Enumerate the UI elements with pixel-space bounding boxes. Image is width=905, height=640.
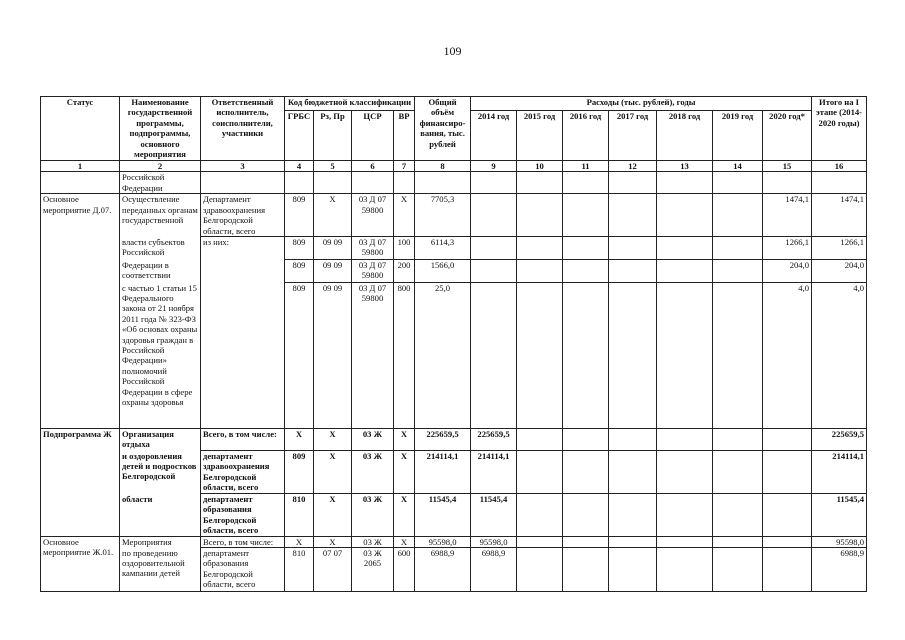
responsible-cell: департамент образования Белгородской области, всего bbox=[201, 548, 285, 592]
responsible-cell: из них: bbox=[201, 237, 285, 429]
column-number: 9 bbox=[471, 161, 517, 172]
header-grbs: ГРБС bbox=[285, 111, 314, 161]
page-number: 109 bbox=[443, 44, 462, 58]
table-row: Основное мероприятие Д.07. Осуществление переданных органам государственной Департамент здравоохранения Белгородской области, всего 809 Х 03 Д 07 59800 Х 7705,3 1474,1 1474,1 bbox=[41, 194, 867, 237]
table-row: Основное мероприятие Ж.01. Мероприятия Всего, в том числе: Х Х 03 Ж Х 95598,0 95598,0 95598,0 bbox=[41, 536, 867, 547]
name-cell: Российской Федерации bbox=[120, 172, 201, 194]
column-number: 13 bbox=[657, 161, 713, 172]
column-number: 10 bbox=[517, 161, 563, 172]
status-cell: Основное мероприятие Ж.01. bbox=[41, 536, 120, 591]
responsible-cell: департамент здравоохранения Белгородской области, всего bbox=[201, 451, 285, 494]
status-cell: Основное мероприятие Д.07. bbox=[41, 194, 120, 429]
name-cell: власти субъектов Российской bbox=[120, 237, 201, 260]
name-cell: Организация отдыха bbox=[120, 429, 201, 451]
header-2020: 2020 год* bbox=[763, 111, 812, 161]
name-cell: с частью 1 статьи 15 Федерального закона от 21 ноября 2011 года № 323-ФЗ «Об основах охраны здоровья граждан в Российской Федерации» полномочий Российской Федерации в сфере охраны здоровья bbox=[120, 283, 201, 429]
header-2016: 2016 год bbox=[563, 111, 609, 161]
responsible-cell: Всего, в том числе: bbox=[201, 429, 285, 451]
header-expenses: Расходы (тыс. рублей), годы bbox=[471, 97, 812, 111]
header-2014: 2014 год bbox=[471, 111, 517, 161]
header-2017: 2017 год bbox=[609, 111, 657, 161]
header-stage-total: Итого на I этапе (2014-2020 годы) bbox=[812, 97, 867, 161]
budget-table bbox=[40, 96, 867, 592]
responsible-cell: Департамент здравоохранения Белгородской области, всего bbox=[201, 194, 285, 237]
header-2019: 2019 год bbox=[713, 111, 763, 161]
column-number: 5 bbox=[314, 161, 352, 172]
table-row bbox=[41, 172, 867, 194]
header-vr: ВР bbox=[394, 111, 415, 161]
column-number: 8 bbox=[415, 161, 471, 172]
column-number: 14 bbox=[713, 161, 763, 172]
responsible-cell: Всего, в том числе: bbox=[201, 536, 285, 547]
name-cell: области bbox=[120, 494, 201, 537]
header-total: Общий объём финансиро-вания, тыс. рублей bbox=[415, 97, 471, 161]
column-number: 16 bbox=[812, 161, 867, 172]
column-number: 12 bbox=[609, 161, 657, 172]
column-number: 15 bbox=[763, 161, 812, 172]
column-number: 11 bbox=[563, 161, 609, 172]
name-cell: Федерации в соответствии bbox=[120, 260, 201, 283]
column-number: 3 bbox=[201, 161, 285, 172]
header-responsible: Ответственный исполнитель, соисполнители, участники bbox=[201, 97, 285, 161]
header-rzpr: Рз, Пр bbox=[314, 111, 352, 161]
header-budget-code: Код бюджетной классификации bbox=[285, 97, 415, 111]
table-row: по проведению оздоровительной кампании детей департамент образования Белгородской области, всего 810 07 07 03 Ж 2065 600 6988,9 6988,9 6988,9 bbox=[41, 548, 867, 592]
responsible-cell: департамент образования Белгородской области, всего bbox=[201, 494, 285, 537]
name-cell: по проведению оздоровительной кампании детей bbox=[120, 548, 201, 592]
table-row: Федерации в соответствии 809 09 09 03 Д 07 59800 200 1566,0 204,0 204,0 bbox=[41, 260, 867, 283]
header-2018: 2018 год bbox=[657, 111, 713, 161]
column-number: 6 bbox=[352, 161, 394, 172]
column-number: 7 bbox=[394, 161, 415, 172]
column-number: 4 bbox=[285, 161, 314, 172]
column-number: 1 bbox=[41, 161, 120, 172]
header-status: Статус bbox=[41, 97, 120, 161]
table-row: с частью 1 статьи 15 Федерального закона от 21 ноября 2011 года № 323-ФЗ «Об основах охраны здоровья граждан в Российской Федерации» полномочий Российской Федерации в сфере охраны здоровья 809 09 09 03 Д 07 59800 800 25,0 4,0 4,0 bbox=[41, 283, 867, 429]
column-numbers-row bbox=[41, 161, 867, 172]
column-number: 2 bbox=[120, 161, 201, 172]
table-row: власти субъектов Российской из них: 809 09 09 03 Д 07 59800 100 6114,3 1266,1 1266,1 bbox=[41, 237, 867, 260]
header-name: Наименование государственной программы, подпрограммы, основного мероприятия bbox=[120, 97, 201, 161]
table-row: области департамент образования Белгородской области, всего 810 Х 03 Ж Х 11545,4 11545,4 11545,4 bbox=[41, 494, 867, 537]
name-cell: Осуществление переданных органам государственной bbox=[120, 194, 201, 237]
name-cell: и оздоровления детей и подростков Белгородской bbox=[120, 451, 201, 494]
table-row: и оздоровления детей и подростков Белгородской департамент здравоохранения Белгородской области, всего 809 Х 03 Ж Х 214114,1 214114,1 214114,1 bbox=[41, 451, 867, 494]
table-row: Подпрограмма Ж Организация отдыха Всего, в том числе: Х Х 03 Ж Х 225659,5 225659,5 225659,5 bbox=[41, 429, 867, 451]
name-cell: Мероприятия bbox=[120, 536, 201, 547]
header-csr: ЦСР bbox=[352, 111, 394, 161]
header-2015: 2015 год bbox=[517, 111, 563, 161]
status-cell: Подпрограмма Ж bbox=[41, 429, 120, 537]
